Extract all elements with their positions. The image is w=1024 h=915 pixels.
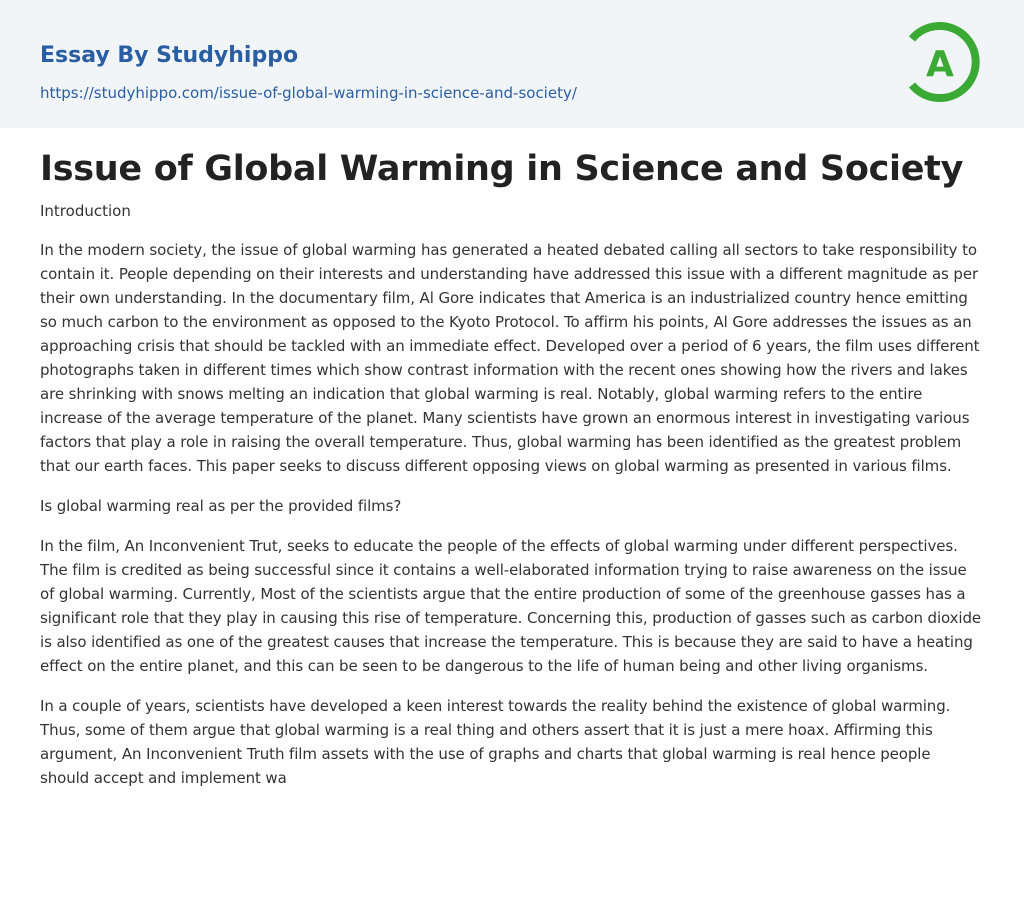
studyhippo-logo-icon[interactable] [900,20,984,104]
paragraph-body-1: In the film, An Inconvenient Trut, seeks to educate the people of the effects of global warming under different perspectives. The film is credited as being successful since it contains a well-elaborated information trying to raise awareness on the issue of global warming. Currently, Most of the scientists argue that the entire production of some of the greenhouse gasses has a significant role that they play in causing this rise of temperature. Concerning this, production of gasses such as carbon dioxide is also identified as one of the greatest causes that increase the temperature. This is because they are said to have a heating effect on the entire planet, and this can be seen to be dangerous to the life of human being and other living organisms. [40,537,982,675]
paragraph-question: Is global warming real as per the provided films? [40,497,402,515]
logo-letter: A [926,44,954,85]
essay-url-link[interactable]: https://studyhippo.com/issue-of-global-warming-in-science-and-society/ [40,84,577,102]
paragraph-body-2: In a couple of years, scientists have developed a keen interest towards the reality behind the existence of global warming. Thus, some of them argue that global warming is a real thing and others assert that it is just a mere hoax. Affirming this argument, An Inconvenient Truth film assets with the use of graphs and charts that global warming is real hence people should accept and implement wa [40,697,951,787]
article [0,148,1024,790]
paragraph-intro: In the modern society, the issue of global warming has generated a heated debated calling all sectors to take responsibility to contain it. People depending on their interests and understanding have addressed this issue with a different magnitude as per their own understanding. In the documentary film, Al Gore indicates that America is an industrialized country hence emitting so much carbon to the environment as opposed to the Kyoto Protocol. To affirm his points, Al Gore addresses the issues as an approaching crisis that should be tackled with an immediate effect. Developed over a period of 6 years, the film uses different photographs taken in different times which show contrast information with the recent ones showing how the rivers and lakes are shrinking with snows melting an indication that global warming is real. Notably, global warming refers to the entire increase of the average temperature of the planet. Many scientists have grown an enormous interest in investigating various factors that play a role in raising the overall temperature. Thus, global warming has been identified as the greatest problem that our earth faces. This paper seeks to discuss different opposing views on global warming as presented in various films. [40,241,980,475]
section-heading: Introduction [40,202,131,220]
brand-title[interactable]: Essay By Studyhippo [40,43,299,68]
article-title: Issue of Global Warming in Science and Society [40,149,964,189]
site-header [0,0,1024,128]
